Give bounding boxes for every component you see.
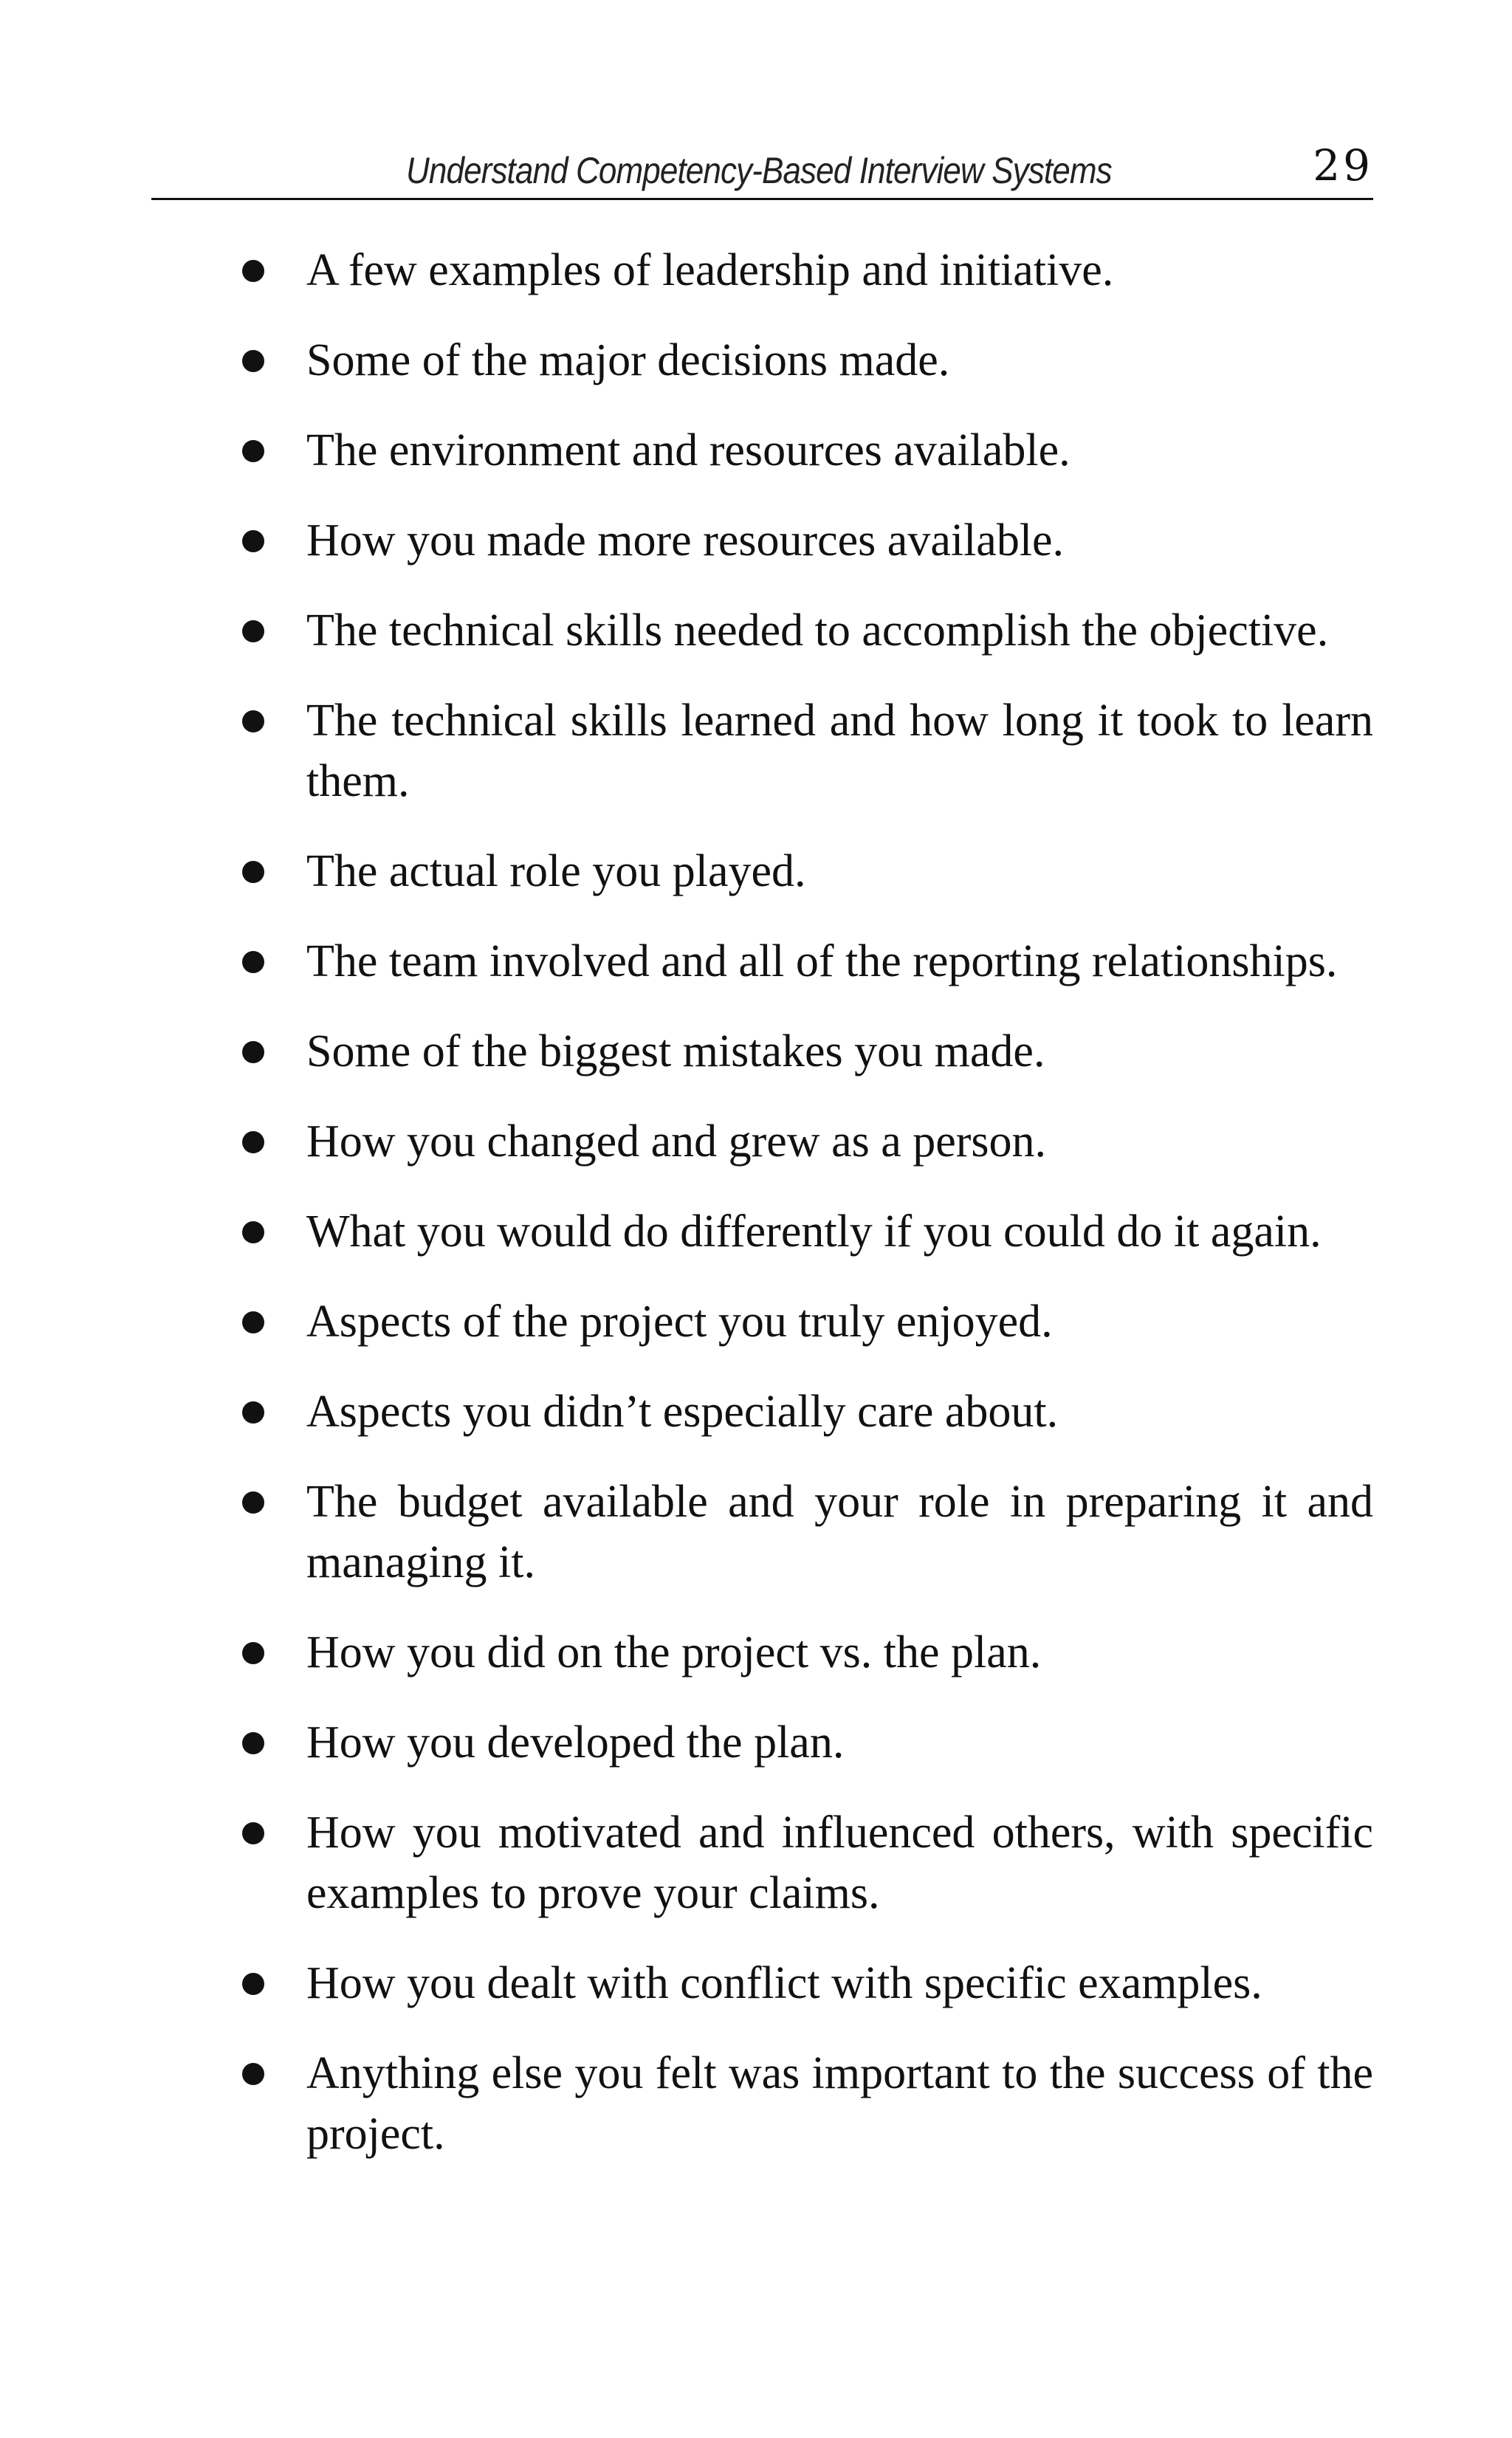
list-item — [238, 690, 1373, 811]
bullet-list — [238, 240, 1373, 2194]
list-item — [238, 420, 1373, 481]
list-item — [238, 1953, 1373, 2013]
list-item-text: Anything else you felt was important to the success of the project. — [306, 2048, 1373, 2159]
list-item-text: The environment and resources available. — [306, 425, 1071, 475]
bullet-icon — [242, 1732, 264, 1754]
bullet-icon — [242, 1041, 264, 1063]
bullet-icon — [242, 861, 264, 883]
running-title: Understand Competency-Based Interview Systems — [406, 150, 1112, 191]
running-header — [151, 140, 1373, 200]
bullet-icon — [242, 1973, 264, 1995]
list-item-text: How you developed the plan. — [306, 1717, 845, 1768]
list-item — [238, 510, 1373, 571]
bullet-icon — [242, 530, 264, 552]
bullet-icon — [242, 2063, 264, 2085]
list-item — [238, 1802, 1373, 1923]
list-item-text: The actual role you played. — [306, 846, 806, 896]
bullet-icon — [242, 260, 264, 282]
bullet-icon — [242, 1221, 264, 1243]
list-item — [238, 1381, 1373, 1442]
list-item — [238, 841, 1373, 902]
list-item-text: How you did on the project vs. the plan. — [306, 1627, 1042, 1678]
bullet-icon — [242, 1401, 264, 1424]
list-item-text: The budget available and your role in preparing it and managing it. — [306, 1477, 1373, 1587]
list-item-text: How you changed and grew as a person. — [306, 1116, 1047, 1167]
page-number: 29 — [1313, 140, 1373, 190]
bullet-icon — [242, 1131, 264, 1153]
list-item-text: A few examples of leadership and initiative. — [306, 245, 1114, 295]
list-item — [238, 1712, 1373, 1773]
list-item — [238, 1021, 1373, 1082]
bullet-icon — [242, 1642, 264, 1664]
bullet-icon — [242, 1822, 264, 1844]
list-item — [238, 2043, 1373, 2164]
list-item — [238, 600, 1373, 661]
list-item-text: What you would do differently if you could do it again. — [306, 1206, 1322, 1257]
list-item — [238, 240, 1373, 301]
list-item-text: The technical skills needed to accomplish the objective. — [306, 605, 1329, 656]
list-item — [238, 1111, 1373, 1172]
list-item-text: The team involved and all of the reporting relationships. — [306, 936, 1338, 986]
list-item — [238, 931, 1373, 992]
list-item-text: How you made more resources available. — [306, 515, 1065, 566]
list-item — [238, 1201, 1373, 1262]
bullet-icon — [242, 710, 264, 732]
bullet-icon — [242, 350, 264, 372]
list-item-text: Some of the biggest mistakes you made. — [306, 1026, 1045, 1077]
list-item-text: How you motivated and influenced others, with specific examples to prove your claims. — [306, 1807, 1373, 1918]
list-item-text: How you dealt with conflict with specific examples. — [306, 1958, 1262, 2008]
list-item-text: The technical skills learned and how long it took to learn them. — [306, 696, 1373, 806]
bullet-icon — [242, 440, 264, 462]
bullet-icon — [242, 951, 264, 973]
list-item — [238, 1291, 1373, 1352]
list-item — [238, 1472, 1373, 1593]
bullet-icon — [242, 1491, 264, 1514]
list-item — [238, 1622, 1373, 1683]
list-item-text: Aspects of the project you truly enjoyed. — [306, 1297, 1053, 1347]
list-item-text: Some of the major decisions made. — [306, 335, 950, 385]
bullet-icon — [242, 1311, 264, 1333]
list-item-text: Aspects you didn’t especially care about. — [306, 1387, 1059, 1437]
list-item — [238, 330, 1373, 391]
bullet-icon — [242, 620, 264, 642]
